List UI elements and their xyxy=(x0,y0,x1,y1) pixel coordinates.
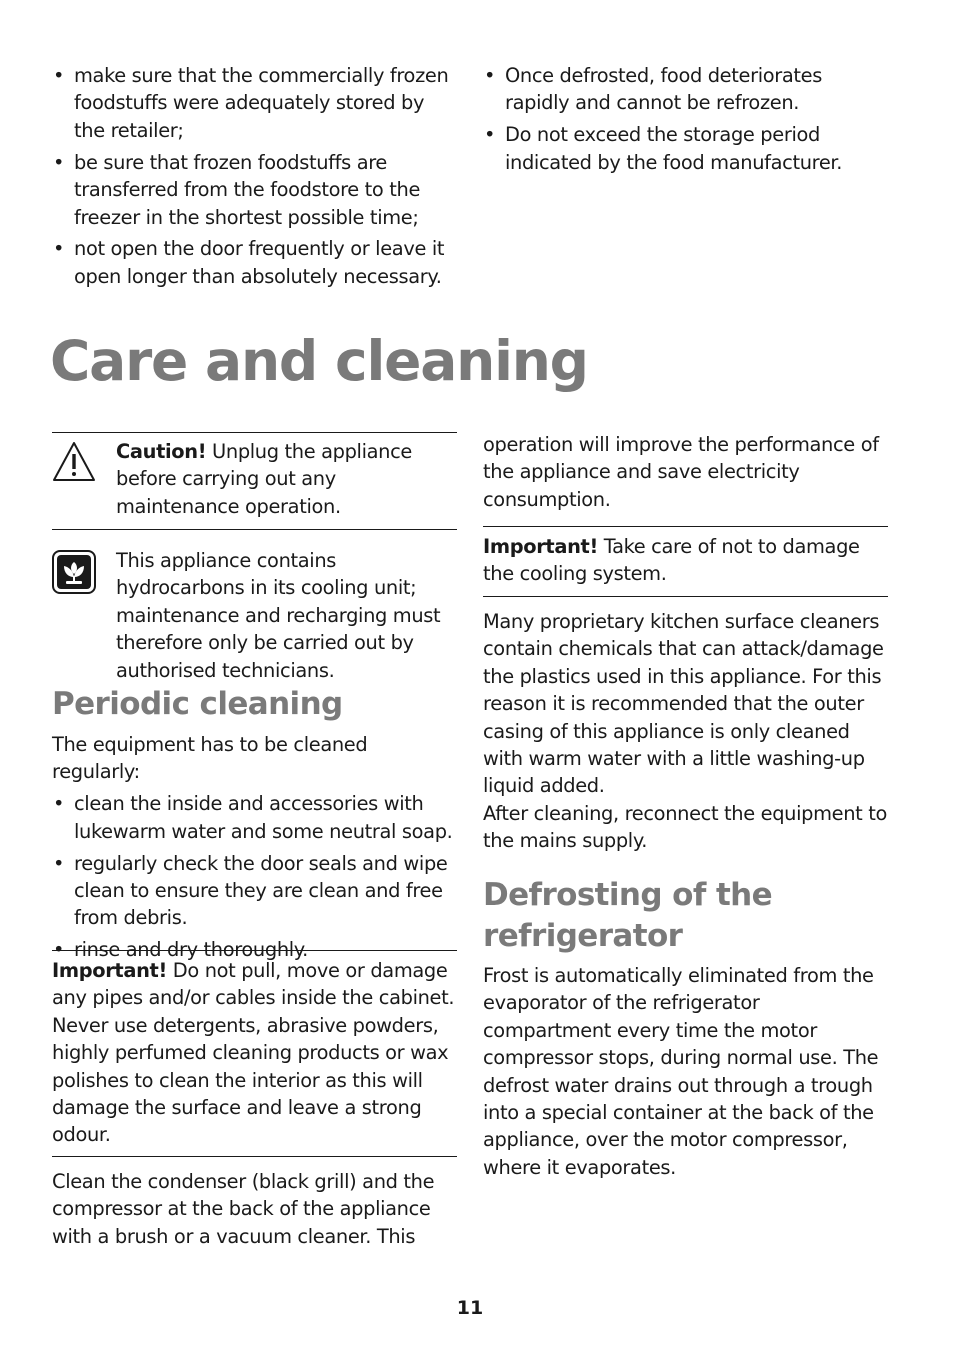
list-item: • clean the inside and accessories with lukewarm water and some neutral soap. xyxy=(52,790,458,845)
cleaners-text: Many proprietary kitchen surface cleaners contain chemicals that can attack/damage the plastics used in this appliance. For this reason it is recommended that the outer casing of this appliance is only cleaned with warm water with a little washing-up liquid added. xyxy=(483,610,884,798)
periodic-important-note xyxy=(52,957,458,1149)
caution-note xyxy=(116,438,464,520)
continuation-text: operation will improve the performance of the appliance and save electricity consumption. xyxy=(483,433,879,511)
divider xyxy=(483,596,888,597)
defrosting-paragraph xyxy=(483,962,889,1181)
condenser-text: Clean the condenser (black grill) and the compressor at the back of the appliance with a brush or a vacuum cleaner. This xyxy=(52,1170,435,1248)
periodic-cleaning-body xyxy=(52,731,458,968)
list-item: • be sure that frozen foodstuffs are transferred from the foodstore to the freezer in the shortest possible time; xyxy=(52,149,458,231)
section-heading-defrosting: Defrosting of the refrigerator xyxy=(483,877,773,954)
defrosting-text: Frost is automatically eliminated from the evaporator of the refrigerator compartment every time the motor compressor stops, during normal use. The defrost water drains out through a trough into a special container at the back of the appliance, over the motor compressor, where it evaporates. xyxy=(483,964,879,1179)
caution-text: Unplug the appliance before carrying out any maintenance operation. xyxy=(116,440,412,518)
important-label: Important! xyxy=(483,535,598,558)
list-item: • Once defrosted, food deteriorates rapidly and cannot be refrozen. xyxy=(483,62,889,117)
periodic-bullet-list xyxy=(52,790,458,963)
list-item: • regularly check the door seals and wipe clean to ensure they are clean and free from debris. xyxy=(52,850,458,932)
caution-label: Caution! xyxy=(116,440,207,463)
list-item: • not open the door frequently or leave it open longer than absolutely necessary. xyxy=(52,235,458,290)
periodic-cleaning-section xyxy=(52,684,458,725)
page-title: Care and cleaning xyxy=(50,329,588,393)
divider xyxy=(483,526,888,527)
page-number: 11 xyxy=(456,1297,484,1319)
storage-tips-right xyxy=(483,62,889,181)
warning-triangle-icon xyxy=(52,440,96,484)
divider xyxy=(52,950,457,951)
storage-tips-left xyxy=(52,62,458,295)
important-label: Important! xyxy=(52,959,167,982)
divider xyxy=(52,432,457,433)
condenser-paragraph xyxy=(52,1168,458,1250)
reconnect-text: After cleaning, reconnect the equipment to the mains supply. xyxy=(483,801,887,853)
hydrocarbon-note: This appliance contains hydrocarbons in its cooling unit; maintenance and recharging must therefore only be carried out by authorised technicians. xyxy=(116,549,441,682)
list-item: • rinse and dry thoroughly. xyxy=(52,936,458,963)
defrosting-section xyxy=(483,875,889,957)
important-text: Do not pull, move or damage any pipes and/or cables inside the cabinet. Never use detergents, abrasive powders, highly perfumed cleaning products or wax polishes to clean the interior as this will damage the surface and leave a strong odour. xyxy=(52,959,455,1147)
list-item: • make sure that the commercially frozen foodstuffs were adequately stored by the retailer; xyxy=(52,62,458,144)
list-item: • Do not exceed the storage period indicated by the food manufacturer. xyxy=(483,121,889,176)
divider xyxy=(52,1156,457,1157)
storage-bullet-list-left xyxy=(52,62,458,290)
important-text: Take care of not to damage the cooling system. xyxy=(483,535,860,586)
environment-flower-icon xyxy=(52,550,96,594)
cleaners-paragraph xyxy=(483,608,889,855)
divider xyxy=(52,529,457,530)
cooling-important-note xyxy=(483,533,889,588)
storage-bullet-list-right xyxy=(483,62,889,176)
continuation-paragraph xyxy=(483,431,889,513)
section-heading-periodic-cleaning: Periodic cleaning xyxy=(52,686,343,722)
periodic-intro: The equipment has to be cleaned regularly: xyxy=(52,733,368,784)
